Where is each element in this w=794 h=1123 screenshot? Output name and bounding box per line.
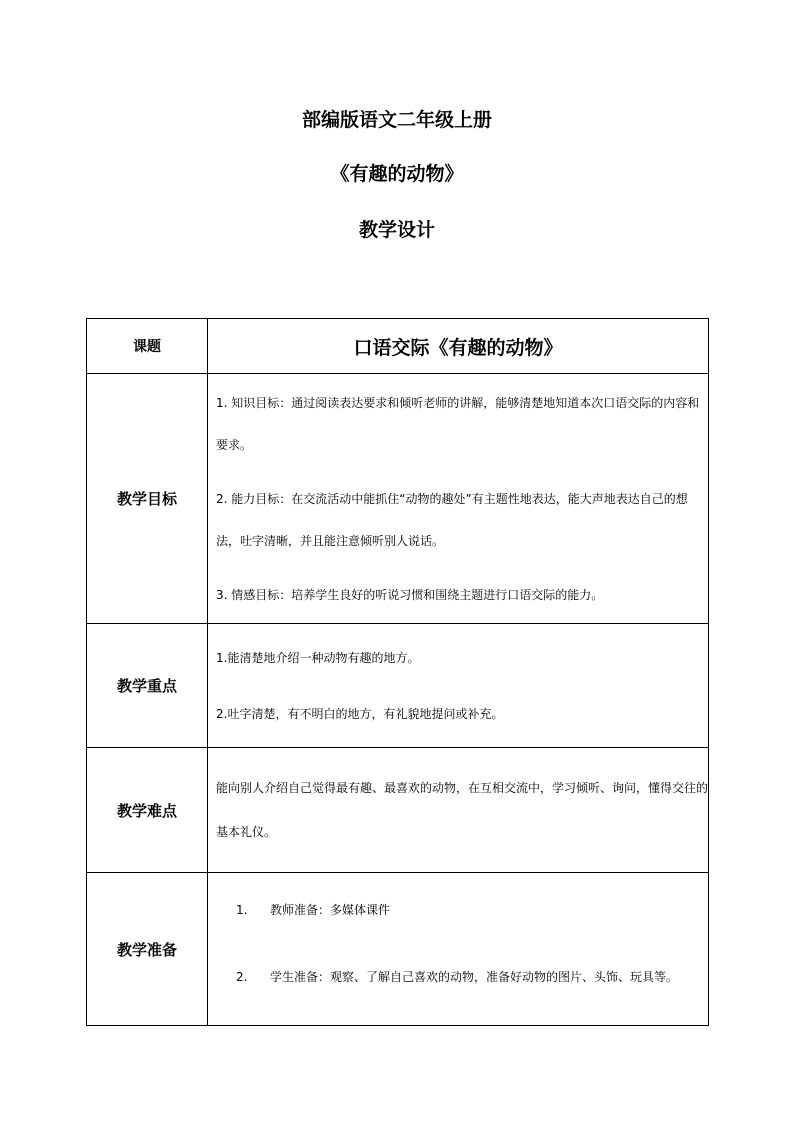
key-points-cell <box>208 624 709 748</box>
key-points-label: 教学重点 <box>87 624 208 748</box>
table-row-objectives <box>87 374 709 624</box>
preparation-item-text: 教师准备：多媒体课件 <box>270 903 391 917</box>
subject-label: 课题 <box>87 319 208 374</box>
objective-item: 3. 情感目标：培养学生良好的听说习惯和围绕主题进行口语交际的能力。 <box>216 587 604 602</box>
table-row-key-points <box>87 624 709 748</box>
preparation-item-number: 1. <box>236 903 248 917</box>
difficulties-cell <box>208 748 709 873</box>
lesson-title: 《有趣的动物》 <box>330 163 464 185</box>
preparation-item <box>216 899 708 921</box>
table-row-difficulties <box>87 748 709 873</box>
document-subtitle: 教学设计 <box>358 219 435 241</box>
subject-value-cell <box>208 319 709 374</box>
preparation-cell <box>208 873 709 1026</box>
preparation-label: 教学准备 <box>87 873 208 1026</box>
objective-item: 2. 能力目标：在交流活动中能抓住“动物的趣处”有主题性地表达，能大声地表达自己的想法，吐字清晰，并且能注意倾听别人说话。 <box>216 491 688 548</box>
objectives-label: 教学目标 <box>87 374 208 624</box>
lesson-plan-table <box>86 318 709 1026</box>
table-row-preparation <box>87 873 709 1026</box>
document-title: 部编版语文二年级上册 <box>301 109 492 131</box>
preparation-item-text: 学生准备：观察、了解自己喜欢的动物，准备好动物的图片、头饰、玩具等。 <box>270 970 679 984</box>
preparation-item-number: 2. <box>236 970 248 984</box>
difficulties-text: 能向别人介绍自己觉得最有趣、最喜欢的动物，在互相交流中，学习倾听、询问，懂得交往的基本礼仪。 <box>216 781 709 839</box>
preparation-item <box>216 955 708 999</box>
objective-item: 1. 知识目标：通过阅读表达要求和倾听老师的讲解，能够清楚地知道本次口语交际的内容和要求。 <box>216 395 700 452</box>
subject-value: 口语交际《有趣的动物》 <box>353 336 563 359</box>
objectives-cell <box>208 374 709 624</box>
table-row-subject <box>87 319 709 374</box>
key-point-item: 1.能清楚地介绍一种动物有趣的地方。 <box>216 650 420 665</box>
difficulties-label: 教学难点 <box>87 748 208 873</box>
key-point-item: 2.吐字清楚，有不明白的地方，有礼貌地提问或补充。 <box>216 706 504 721</box>
